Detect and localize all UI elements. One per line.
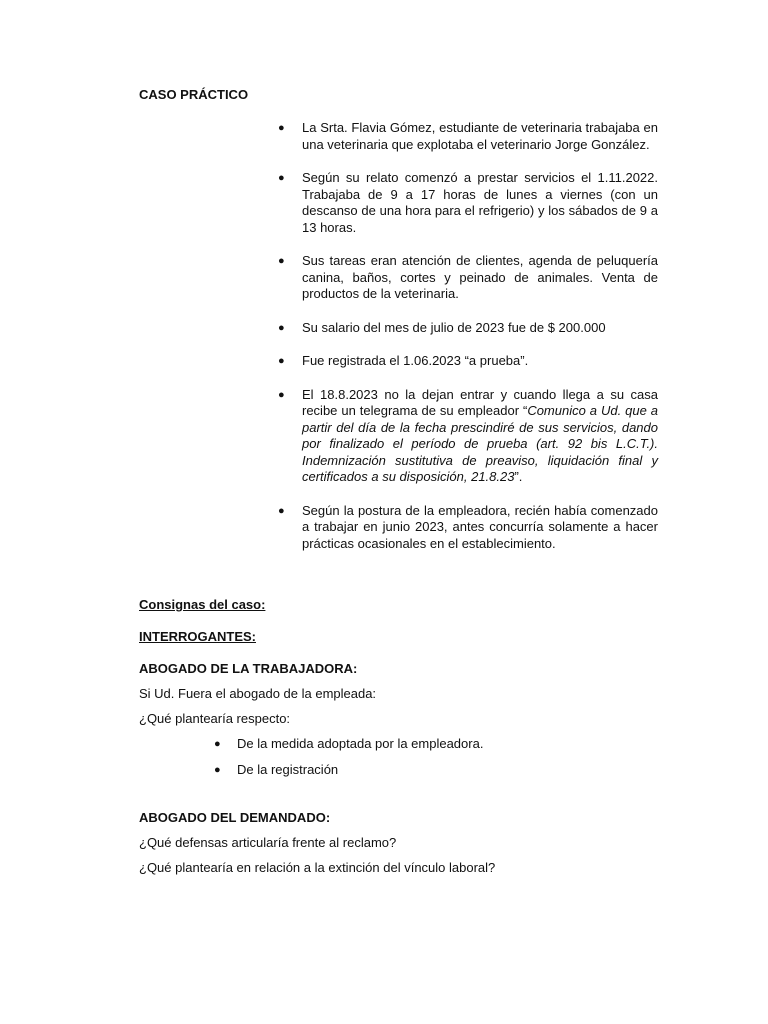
- list-item: [276, 253, 658, 303]
- bullet-icon: ●: [278, 388, 285, 401]
- item-text: De la medida adoptada por la empleadora.: [237, 736, 484, 751]
- fact-text: Fue registrada el 1.06.2023 “a prueba”.: [302, 353, 529, 368]
- fact-text: Su salario del mes de julio de 2023 fue de $ 200.000: [302, 319, 606, 335]
- bullet-icon: ●: [214, 738, 221, 750]
- fact-text: Según su relato comenzó a prestar servicios el 1.11.2022. Trabajaba de 9 a 17 horas de lunes a viernes (con un descanso de una hora para el refrigerio) y los sábados de 9 a 13 horas.: [302, 170, 658, 235]
- worker-lawyer-intro: Si Ud. Fuera el abogado de la empleada:: [139, 686, 377, 701]
- bullet-icon: ●: [278, 255, 285, 267]
- bullet-icon: ●: [278, 355, 285, 367]
- fact-text-before-quote: El 18.8.2023 no la dejan entrar y cuando llega a su casa recibe un telegrama de su empleador “: [302, 386, 658, 418]
- fact-text: Sus tareas eran atención de clientes, agenda de peluquería canina, baños, cortes y peinado de animales. Venta de productos de la veterinaria.: [302, 253, 658, 301]
- list-item: [212, 736, 483, 752]
- list-item: [276, 320, 658, 337]
- list-item: [276, 353, 658, 370]
- worker-lawyer-items: [212, 736, 483, 788]
- bullet-icon: ●: [278, 122, 285, 134]
- consignas-heading: Consignas del caso:: [139, 597, 266, 612]
- fact-text: Según la postura de la empleadora, recién había comenzado a trabajar en junio 2023, antes concurría solamente a hacer prácticas ocasionales en el establecimiento.: [302, 502, 658, 551]
- list-item: [212, 762, 483, 778]
- case-facts-list: [276, 120, 658, 569]
- telegram-quote: Comunico a Ud. que a partir del día de la fecha prescindiré de sus servicios, dando por finalizado el período de prueba (art. 92 bis L.C.T.). Indemnización sustitutiva de preaviso, liquidación final y certificados a su disposición, 21.8.23: [302, 403, 659, 484]
- list-item: [276, 170, 658, 236]
- bullet-icon: ●: [278, 321, 285, 334]
- defendant-lawyer-heading: ABOGADO DEL DEMANDADO:: [139, 810, 331, 825]
- defendant-question: ¿Qué defensas articularía frente al reclamo?: [139, 835, 397, 850]
- bullet-icon: ●: [214, 764, 221, 776]
- worker-lawyer-question: ¿Qué plantearía respecto:: [139, 711, 291, 726]
- list-item: [276, 387, 658, 486]
- fact-text-after-quote: ”.: [514, 469, 523, 484]
- interrogantes-heading: INTERROGANTES:: [139, 629, 256, 644]
- document-title: CASO PRÁCTICO: [139, 87, 249, 102]
- bullet-icon: ●: [278, 172, 285, 184]
- fact-text: La Srta. Flavia Gómez, estudiante de veterinaria trabajaba en una veterinaria que explotaba el veterinario Jorge González.: [302, 120, 658, 152]
- list-item: [276, 120, 658, 153]
- worker-lawyer-heading: ABOGADO DE LA TRABAJADORA:: [139, 661, 358, 676]
- item-text: De la registración: [237, 762, 339, 777]
- bullet-icon: ●: [278, 504, 285, 517]
- defendant-question: ¿Qué plantearía en relación a la extinción del vínculo laboral?: [139, 860, 496, 875]
- list-item: [276, 503, 658, 553]
